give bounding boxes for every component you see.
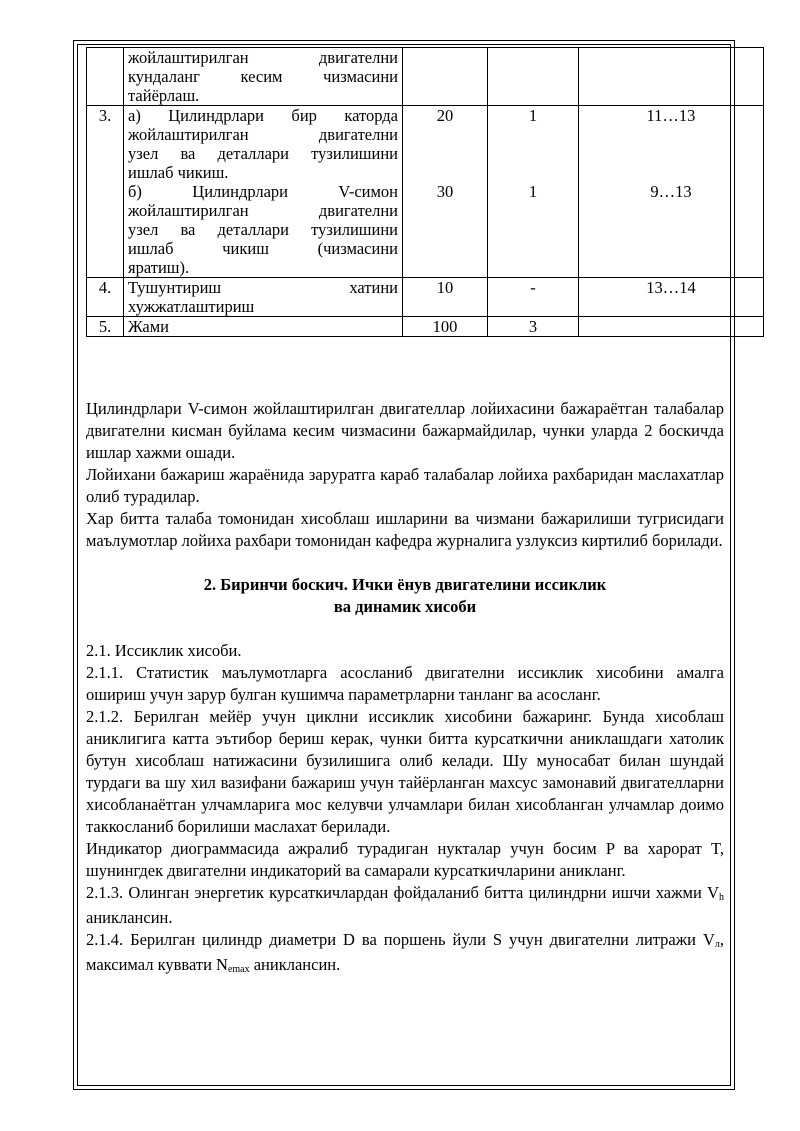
weeks-cell <box>579 317 764 337</box>
paragraph: 2.1.3. Олинган энергетик курсаткичлардан фойдаланиб битта цилиндрни ишчи хажми $V_h$ аниклансин. <box>86 883 724 927</box>
paragraph: Цилиндрлари V-симон жойлаштирилган двигателлар лойихасини бажараётган талабалар двигателни кисман буйлама кесим чизмасини бажармайдилар, чунки уларда 2 боскичда ишлар хажми ошади. <box>86 399 724 462</box>
weeks-cell: 13…14 <box>579 278 764 317</box>
hours-cell: 100 <box>403 317 488 337</box>
paragraph: 2.1.4. Берилган цилиндр диаметри D ва поршень йули S учун двигателни литражи $V_л$, максимал куввати $N_{emax}$ аниклансин. <box>86 930 724 975</box>
hours-cell: 10 <box>403 278 488 317</box>
paragraph: Индикатор диограммасида ажралиб турадиган нукталар учун босим P ва харорат T, шунингдек двигателни индикаторий ва самарали курсаткичларини аникланг. <box>86 839 724 880</box>
workload-table <box>86 47 764 337</box>
row-description: а) Цилиндрлари бир каторда жойлаштирилган двигателни узел ва деталлари тузилишини ишлаб чикиш. б) Цилиндрлари V-симон жойлаштирилган двигателни узел ва деталлари тузилишини ишлаб чикиш (чизмасини яратиш). <box>124 106 403 278</box>
hours-cell: 20 30 <box>403 106 488 278</box>
row-number <box>87 48 124 106</box>
paragraph: 2.1.1. Статистик маълумотларга асосланиб двигателни иссиклик хисобини амалга ошириш учун зарур булган кушимча параметрларни танланг ва асосланг. <box>86 663 724 704</box>
sheets-cell: 1 1 <box>488 106 579 278</box>
row-description: Тушунтириш хатини хужжатлаштириш <box>124 278 403 317</box>
table-row <box>87 317 764 337</box>
page-body <box>86 398 724 979</box>
sheets-cell: - <box>488 278 579 317</box>
weeks-cell: 11…13 9…13 <box>579 106 764 278</box>
paragraph: Хар битта талаба томонидан хисоблаш ишларини ва чизмани бажарилиши тугрисидаги маълумотлар лойиха рахбари томонидан кафедра журналига узлуксиз киртилиб борилади. <box>86 509 724 550</box>
paragraph: 2.1.2. Берилган мейёр учун циклни иссиклик хисобини бажаринг. Бунда хисоблаш аниклигига катта эътибор бериш керак, чунки битта курсаткични аниклашдаги хатолик бутун хисоблаш натижасини бузилишига олиб келади. Шу муносабат билан шундай турдаги ва шу хил вазифани бажариш учун тайёрланган махсус замонавий двигателларни хисобланаётган улчамларига мос келувчи улчамлари билан хисобланган улчамлар доимо таккосланиб борилиши маслахат берилади. <box>86 707 724 836</box>
table-row <box>87 106 764 278</box>
table-row <box>87 278 764 317</box>
section-heading: 2. Биринчи боскич. Ички ёнув двигателини иссиклик ва динамик хисоби <box>203 575 607 616</box>
section-title: 2.1. Иссиклик хисоби. <box>86 641 242 660</box>
table-row <box>87 48 764 106</box>
row-number: 5. <box>87 317 124 337</box>
row-description: жойлаштирилган двигателни кундаланг кесим чизмасини тайёрлаш. <box>124 48 403 106</box>
paragraph: Лойихани бажариш жараёнида заруратга караб талабалар лойиха рахбаридан маслахатлар олиб турадилар. <box>86 465 724 506</box>
row-number: 3. <box>87 106 124 278</box>
row-description: Жами <box>124 317 403 337</box>
sheets-cell: 3 <box>488 317 579 337</box>
row-number: 4. <box>87 278 124 317</box>
